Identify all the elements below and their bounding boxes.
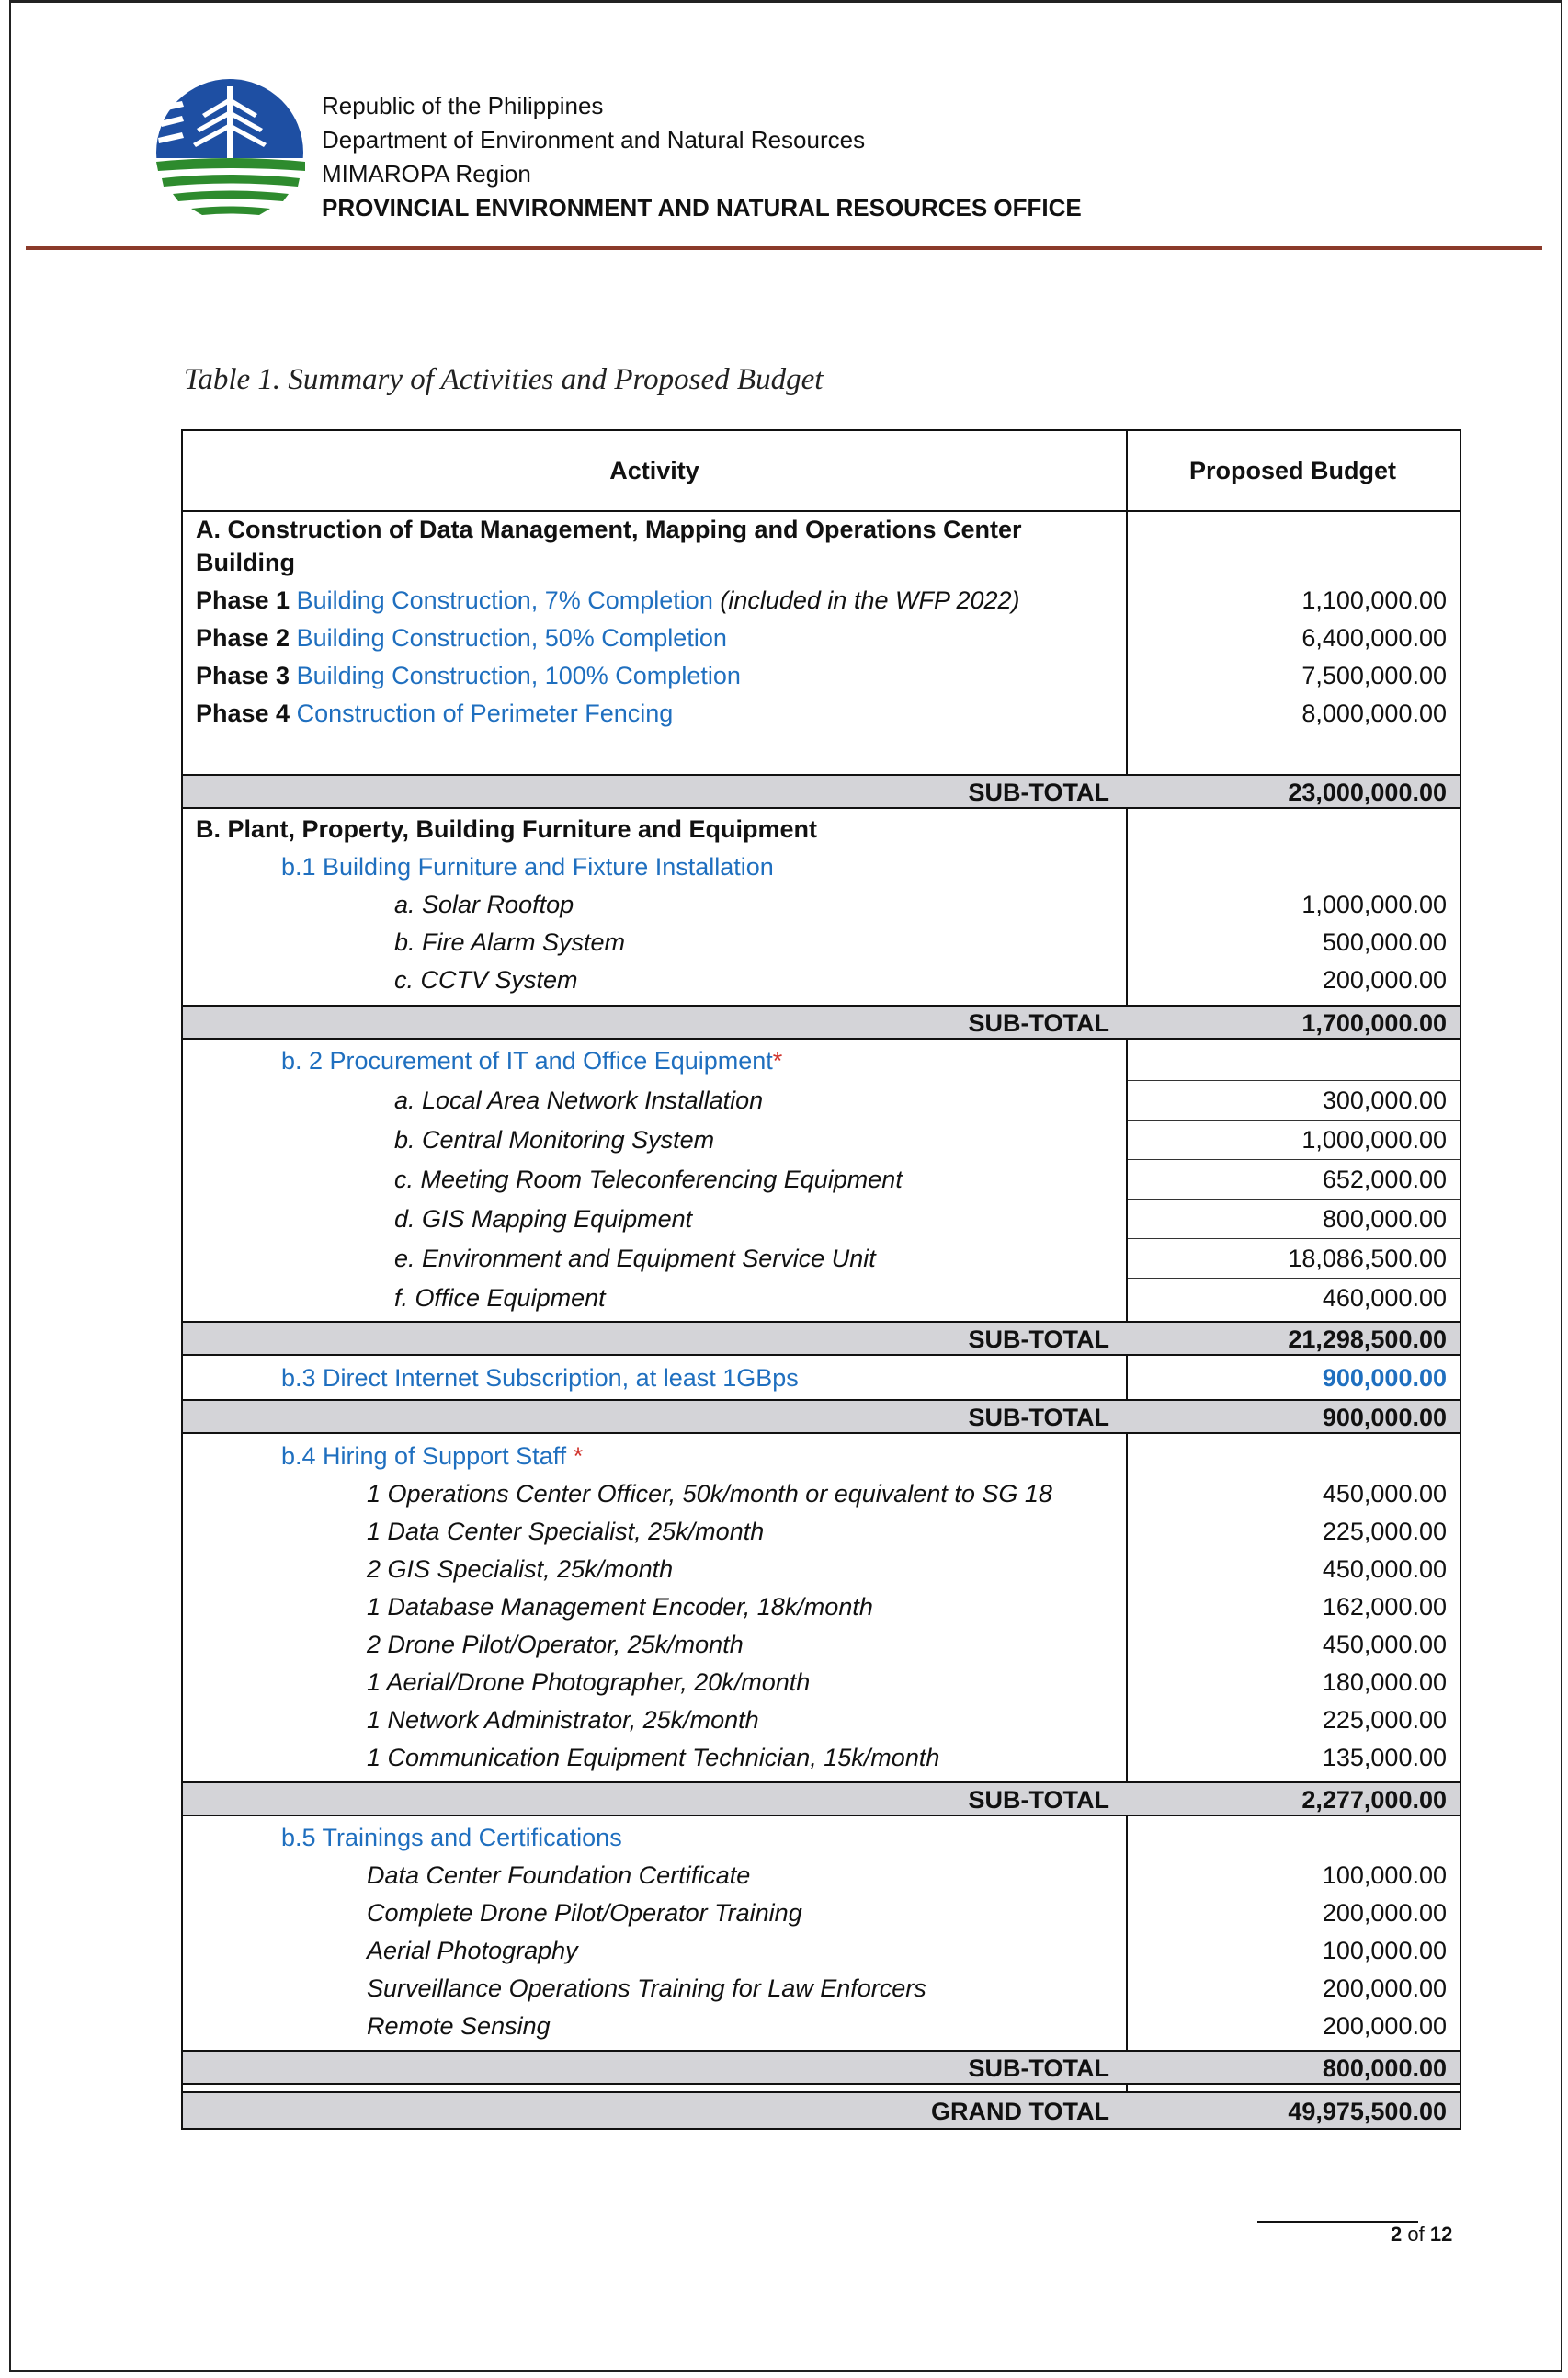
- budget-table: Activity Proposed Budget A. Construction of Data Management, Mapping and Operations Center Building Phase 1 Building Construction, 7% Completion (included in the WFP 2022) 1,100,000.00 Phase 2 Building Construction, 50% Completion 6,400,000.00 Phase 3 Building Construction, 100% Completion 7,500,000.00 Phase 4 Construction of Perimeter Fencing 8,000,000.00 SUB-TOTAL 23,000,000.00 B. Plant, Property, Building Furniture and Equipment b.1 Building Furniture and Fixture Installation a. Solar Rooftop 1,000,000.00 b. Fire Alarm System 500,000.00 c. CCTV System 200,000.00 SUB-TOTAL 1,700,000.00 b. 2 Procurement of IT and Office Equipment* a. Local Area Network Installation 300,000.00 b. Central Monitoring System 1,000,000.00 c. Meeting Room Teleconferencing Equipment 652,000.00 d. GIS Mapping Equipment 800,000.00 e. Environment and Equipment Service Unit 18,086,500.00 f. Office Equipment 460,000.00 SUB-TOTAL 21,298,500.00 b.3 Direct Internet Subscription, at least 1GBps 900,000.00 SUB-TOTAL 900,000.00 b.4 Hiring of Support Staff * 1 Operations Center Officer, 50k/month or equivalent to SG 18 450,000.00 1 Data Center Specialist, 25k/month 225,000.00 2 GIS Specialist, 25k/month 450,000.00 1 Database Management Encoder, 18k/month 162,000.00 2 Drone Pilot/Operator, 25k/month 450,000.00 1 Aerial/Drone Photographer, 20k/month 180,000.00 1 Network Administrator, 25k/month 225,000.00 1 Communication Equipment Technician, 15k/month 135,000.00 SUB-TOTAL 2,277,000.00 b.5 Trainings and Certifications Data Center Foundation Certificate 100,000.00 Complete Drone Pilot/Operator Training 200,000.00 Aerial Photography 100,000.00 Surveillance Operations Training for Law Enforcers 200,000.00 Remote Sensing 200,000.00 SUB-TOTAL 800,000.00 GRAND TOTAL 49,975,500.00: [181, 429, 1461, 2130]
- page-number: 2 of 12: [1391, 2223, 1453, 2246]
- row-divider: [1128, 1080, 1460, 1081]
- subtotal-row: SUB-TOTAL 1,700,000.00: [183, 1005, 1460, 1040]
- header-budget: Proposed Budget: [1188, 456, 1396, 484]
- row-divider: [1128, 1278, 1460, 1279]
- subtotal-row: SUB-TOTAL 800,000.00: [183, 2050, 1460, 2085]
- office-header: [322, 89, 1082, 225]
- row-divider: [1128, 1199, 1460, 1200]
- table-caption: Table 1. Summary of Activities and Proposed Budget: [184, 363, 824, 396]
- grand-total-row: GRAND TOTAL 49,975,500.00: [183, 2091, 1460, 2130]
- row-divider: [1128, 1238, 1460, 1239]
- denr-logo: [154, 77, 306, 229]
- subtotal-row: SUB-TOTAL 23,000,000.00: [183, 774, 1460, 809]
- subtotal-row: SUB-TOTAL 21,298,500.00: [183, 1321, 1460, 1356]
- row-divider: [1128, 1120, 1460, 1121]
- subtotal-row: SUB-TOTAL 2,277,000.00: [183, 1781, 1460, 1816]
- header-office: PROVINCIAL ENVIRONMENT AND NATURAL RESOURCES OFFICE: [322, 194, 1082, 222]
- subtotal-row: SUB-TOTAL 900,000.00: [183, 1399, 1460, 1434]
- row-divider: [1128, 1159, 1460, 1160]
- header-activity: Activity: [609, 456, 699, 484]
- header-department: Department of Environment and Natural Resources: [322, 126, 866, 154]
- header-republic: Republic of the Philippines: [322, 92, 604, 119]
- column-divider: [1126, 431, 1128, 2130]
- table-header: [183, 431, 1460, 512]
- header-divider: [26, 246, 1542, 250]
- header-region: MIMAROPA Region: [322, 160, 531, 188]
